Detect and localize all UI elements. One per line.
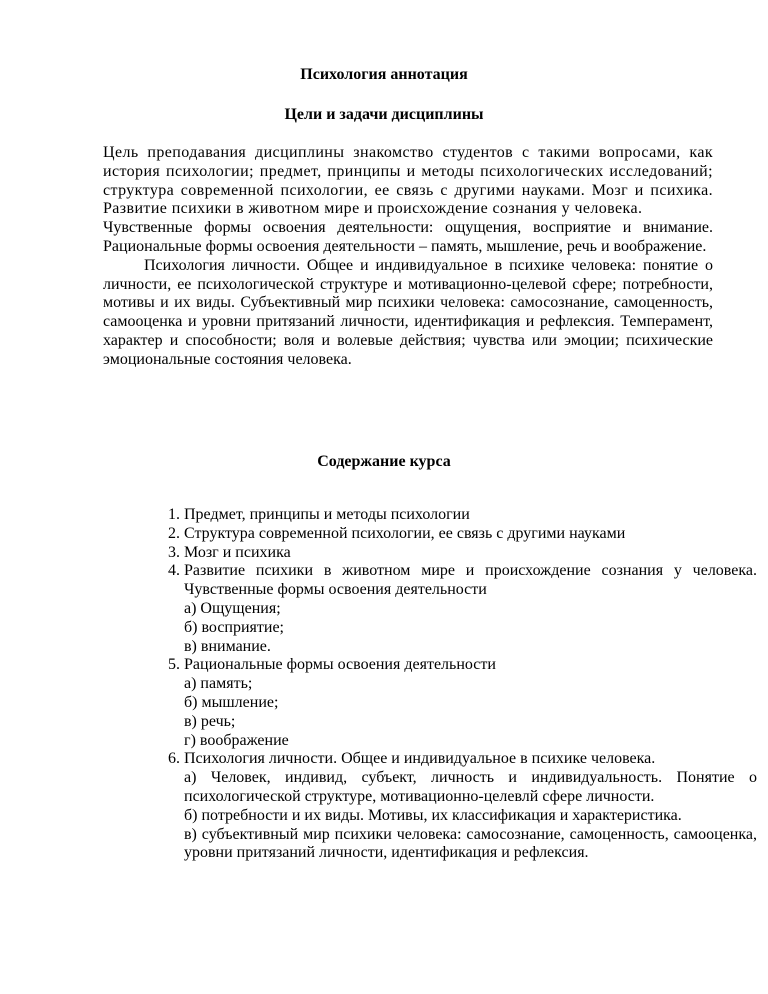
course-list	[142, 506, 757, 863]
course-item	[184, 656, 757, 750]
document-title: Психология аннотация	[300, 66, 468, 83]
course-item	[184, 506, 757, 525]
course-item-text: 2. Структура современной психологии, ее связь с другими науками	[184, 524, 626, 542]
course-subitem: в) речь;	[184, 712, 236, 730]
course-item	[184, 525, 757, 544]
course-subitem: б) потребности и их виды. Мотивы, их классификация и характеристика.	[184, 806, 682, 824]
course-item	[184, 544, 757, 563]
course-item-text: 1. Предмет, принципы и методы психологии	[184, 506, 470, 523]
course-item-text: 3. Мозг и психика	[184, 543, 291, 561]
intro-paragraph-3: Психология личности. Общее и индивидуальное в психике человека: понятие о личности, ее психологической структуре и мотивационно-целевой сфере; потребности, мотивы и их виды. Субъективный мир психики человека: самосознание, самоценность, самооценка и уровни притязаний личности, идентификация и рефлексия. Темперамент, характер и способности; воля и волевые действия; чувства или эмоции; психические эмоциональные состояния человека.	[103, 256, 713, 368]
course-subitem: а) память;	[184, 675, 253, 693]
course-item	[184, 750, 757, 863]
course-item-text: 4. Развитие психики в животном мире и происхождение сознания у человека. Чувственные формы освоения деятельности	[184, 562, 757, 599]
course-subitem: в) субъективный мир психики человека: самосознание, самоценность, самооценка, уровни притязаний личности, идентификация и рефлексия.	[184, 825, 757, 862]
course-item-text: 5. Рациональные формы освоения деятельности	[184, 656, 496, 674]
course-subitem: а) Человек, индивид, субъект, личность и индивидуальность. Понятие о психологической структуре, мотивационно-целевлй сфере личности.	[184, 769, 757, 805]
course-subitem: г) воображение	[184, 731, 289, 749]
course-subitem: б) восприятие;	[184, 618, 284, 636]
course-subitem: в) внимание.	[184, 637, 271, 655]
content-heading: Содержание курса	[317, 453, 451, 470]
intro-paragraph-1: Цель преподавания дисциплины знакомство студентов с такими вопросами, как история психологии; предмет, принципы и методы психологических исследований; структура современной психологии, ее связь с другими науками. Мозг и психика. Развитие психики в животном мире и происхождение сознания у человека.	[103, 144, 713, 218]
course-item-text: 6. Психология личности. Общее и индивидуальное в психике человека.	[184, 750, 656, 768]
course-subitem: а) Ощущения;	[184, 599, 281, 617]
intro-text	[103, 144, 713, 370]
goals-heading: Цели и задачи дисциплины	[284, 106, 484, 123]
course-item	[184, 562, 757, 656]
course-subitem: б) мышление;	[184, 693, 279, 711]
intro-paragraph-2: Чувственные формы освоения деятельности: ощущения, восприятие и внимание. Рациональные формы освоения деятельности – память, мышление, речь и воображение.	[103, 219, 713, 255]
